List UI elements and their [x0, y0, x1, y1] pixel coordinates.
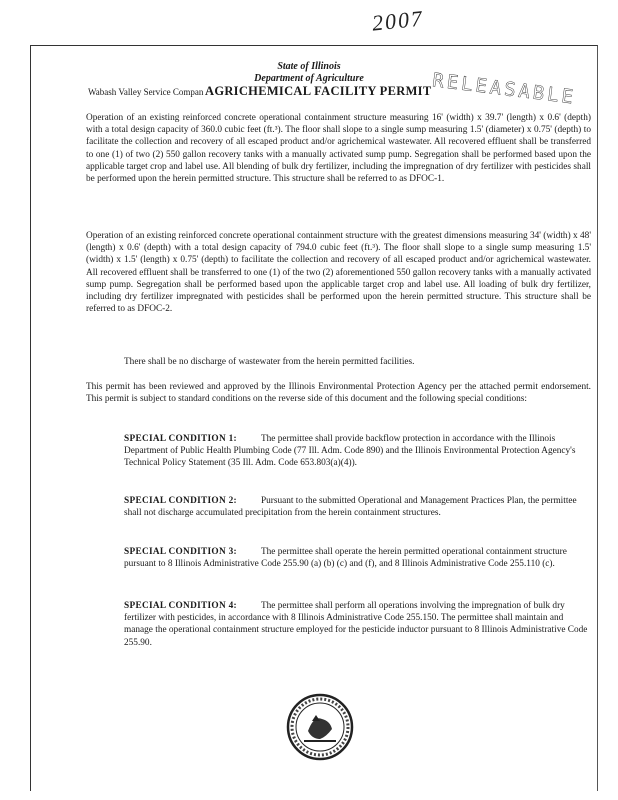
state-heading: State of Illinois	[277, 61, 341, 72]
paragraph-dfoc-2: Operation of an existing reinforced concrete operational containment structure with the greatest dimensions measuring 34' (width) x 48' (length) x 0.6' (depth) with a total design capacity of 794.0 cubic feet (ft.³). The floor shall slope to a single sump measuring 1.5' (width) x 1.5' (length) x 0.75' (depth) to facilitate the collection and recovery of all escaped product and/or agrichemical wastewater. All recovered effluent shall be transferred to one (1) of the two (2) aforementioned 550 gallon recovery tanks with a manually activated sump pump. Segregation shall be performed based upon the applicable target crop and label use. All loading of bulk dry fertilizer, including dry fertilizer impregnated with pesticides shall be performed upon the herein permitted structure. This structure shall be referred to as DFOC-2.	[86, 231, 591, 315]
special-condition-3	[124, 546, 594, 570]
no-discharge-statement: There shall be no discharge of wastewater from the herein permitted facilities.	[124, 357, 415, 367]
condition-text: The permittee shall operate the herein permitted operational containment structure pursuant to 8 Illinois Administrative Code 255.90 (a) (b) (c) and (f), and 8 Illinois Administrative Code 255.110 (c).	[124, 547, 567, 570]
condition-text: The permittee shall perform all operations involving the impregnation of bulk dry fertilizer with pesticides, in accordance with 8 Illinois Administrative Code 255.150. The permittee shall maintain and manage the operational containment structure employed for the pesticide inductor pursuant to 8 Illinois Administrative Code 255.90.	[124, 601, 588, 648]
handwritten-year: 2007	[370, 5, 426, 36]
special-condition-1	[124, 433, 594, 470]
permit-title: AGRICHEMICAL FACILITY PERMIT	[205, 84, 432, 98]
department-heading: Department of Agriculture	[254, 73, 364, 84]
condition-label: SPECIAL CONDITION 1:	[124, 434, 237, 444]
condition-text: The permittee shall provide backflow protection in accordance with the Illinois Department of Public Health Plumbing Code (77 Ill. Adm. Code 890) and the Illinois Environmental Protection Agency's Technical Policy Statement (35 Ill. Adm. Code 653.803(a)(4)).	[124, 434, 576, 469]
special-condition-4	[124, 600, 594, 649]
permit-approval-paragraph: This permit has been reviewed and approved by the Illinois Environmental Protection Agency per the attached permit endorsement. This permit is subject to standard conditions on the reverse side of this document and the following special conditions:	[86, 382, 591, 405]
releasable-stamp: RELEASABLE	[431, 69, 578, 109]
condition-label: SPECIAL CONDITION 4:	[124, 601, 237, 611]
condition-label: SPECIAL CONDITION 3:	[124, 547, 237, 557]
company-name: Wabash Valley Service Compan	[88, 87, 204, 97]
condition-text: Pursuant to the submitted Operational and Management Practices Plan, the permittee shall not discharge accumulated precipitation from the herein containment structures.	[124, 496, 577, 519]
special-condition-2	[124, 495, 594, 519]
condition-label: SPECIAL CONDITION 2:	[124, 496, 237, 506]
paragraph-dfoc-1: Operation of an existing reinforced concrete operational containment structure measuring 16' (width) x 39.7' (length) x 0.6' (depth) with a total design capacity of 360.0 cubic feet (ft.³). The floor shall slope to a single sump measuring 1.5' (diameter) x 0.75' (depth) to facilitate the collection and recovery of all escaped product and/or agrichemical wastewater. All recovered effluent shall be transferred to one (1) of two (2) 550 gallon recovery tanks with a manually activated sump pump. Segregation shall be performed based upon the applicable target crop and label use. All blending of bulk dry fertilizer, including the impregnation of dry fertilizer with pesticides shall be performed upon the herein permitted structure. This structure shall be referred to as DFOC-1.	[86, 113, 591, 185]
state-seal-icon	[286, 693, 354, 761]
